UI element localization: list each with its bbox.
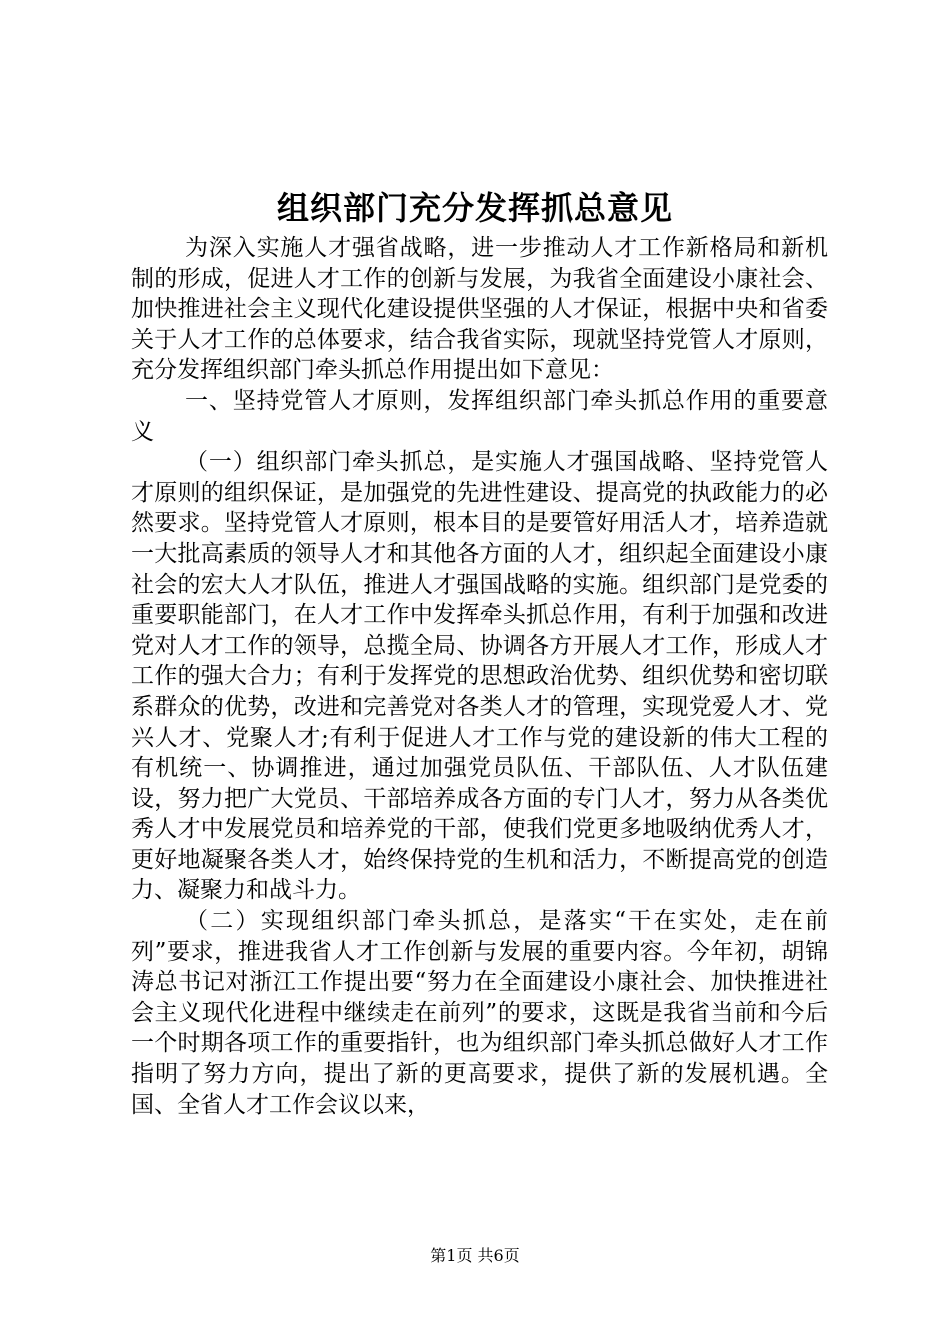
document-title: 组织部门充分发挥抓总意见 (276, 189, 673, 227)
document-body (131, 233, 828, 1120)
paragraph-item-2: （二）实现组织部门牵头抓总，是落实“干在实处，走在前列”要求，推进我省人才工作创新与发展的重要内容。今年初，胡锦涛总书记对浙江工作提出要“努力在全面建设小康社会、加快推进社会主义现代化进程中继续走在前列”的要求，这既是我省当前和今后一个时期各项工作的重要指针，也为组织部门牵头抓总做好人才工作指明了努力方向，提出了新的更高要求，提供了新的发展机遇。全国、全省人才工作会议以来， (131, 908, 828, 1118)
page-number-footer: 第1页 共6页 (430, 1246, 520, 1265)
paragraph-item-1: （一）组织部门牵头抓总，是实施人才强国战略、坚持党管人才原则的组织保证，是加强党的先进性建设、提高党的执政能力的必然要求。坚持党管人才原则，根本目的是要管好用活人才，培养造就一大批高素质的领导人才和其他各方面的人才，组织起全面建设小康社会的宏大人才队伍，推进人才强国战略的实施。组织部门是党委的重要职能部门，在人才工作中发挥牵头抓总作用，有利于加强和改进党对人才工作的领导，总揽全局、协调各方开展人才工作，形成人才工作的强大合力；有利于发挥党的思想政治优势、组织优势和密切联系群众的优势，改进和完善党对各类人才的管理，实现党爱人才、党兴人才、党聚人才;有利于促进人才工作与党的建设新的伟大工程的有机统一、协调推进，通过加强党员队伍、干部队伍、人才队伍建设，努力把广大党员、干部培养成各方面的专门人才，努力从各类优秀人才中发展党员和培养党的干部，使我们党更多地吸纳优秀人才，更好地凝聚各类人才，始终保持党的生机和活力，不断提高党的创造力、凝聚力和战斗力。 (131, 449, 828, 904)
paragraph-section-heading: 一、坚持党管人才原则，发挥组织部门牵头抓总作用的重要意义 (131, 387, 828, 445)
paragraph-intro: 为深入实施人才强省战略，进一步推动人才工作新格局和新机制的形成，促进人才工作的创新与发展，为我省全面建设小康社会、加快推进社会主义现代化建设提供坚强的人才保证，根据中央和省委关于人才工作的总体要求，结合我省实际，现就坚持党管人才原则，充分发挥组织部门牵头抓总作用提出如下意见： (131, 235, 828, 384)
